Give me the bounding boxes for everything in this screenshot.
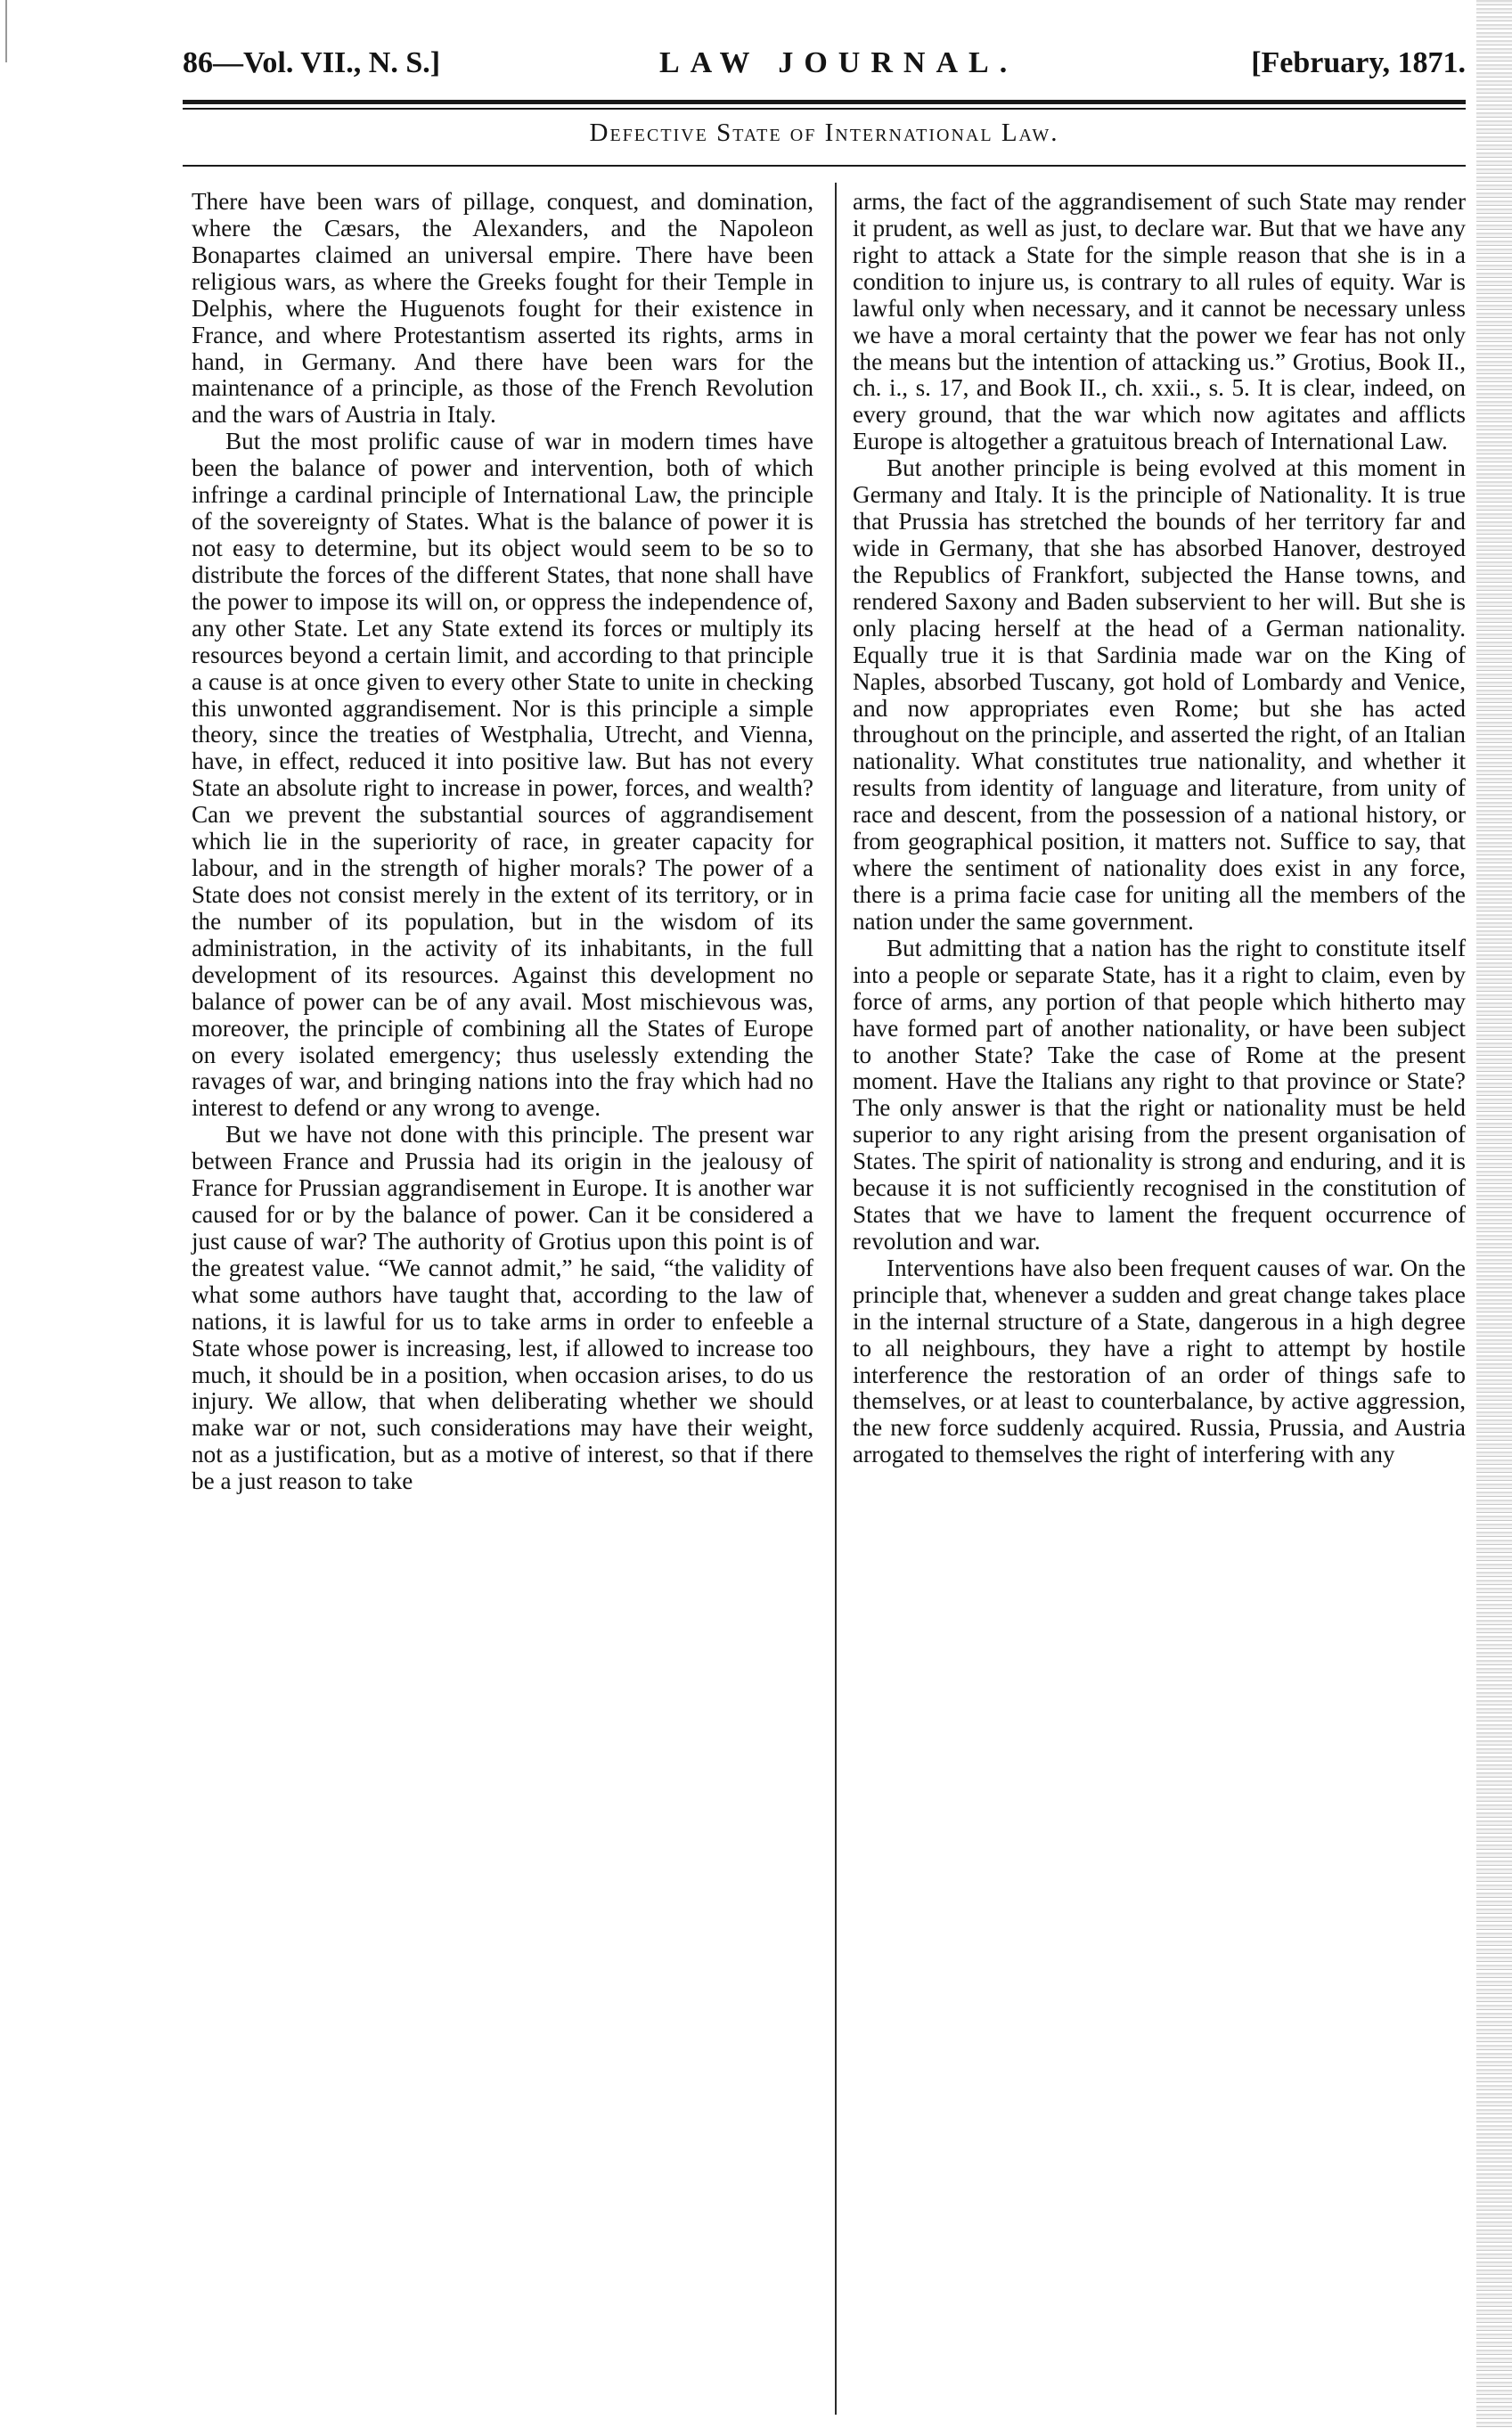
section-rule xyxy=(183,165,1466,167)
binding-edge xyxy=(1476,0,1512,2428)
paragraph: Interventions have also been frequent causes of war. On the principle that, whenever a sudden and great change takes place in the internal structure of a State, dangerous in a high degree to all neighbours, they have a right to attempt by hostile interference the restoration of an order of things safe to themselves, or at least to counterbalance, by active aggression, the new force suddenly acquired. Russia, Prussia, and Austria arrogated to themselves the right of interfering with any xyxy=(853,1254,1466,1468)
header-rule-thin xyxy=(183,108,1466,110)
header-rule-thick xyxy=(183,100,1466,104)
paragraph: But the most prolific cause of war in modern times have been the balance of power and intervention, both of which infringe a cardinal principle of International Law, the principle of the sovereignty of States. What is the balance of power it is not easy to determine, but its object would seem to be so to distribute the forces of the different States, that none shall have the power to impose its will on, or oppress the independence of, any other State. Let any State extend its forces or multiply its resources beyond a certain limit, and according to that principle a cause is at once given to every other State to unite in checking this unwonted aggrandisement. Nor is this principle a simple theory, since the treaties of Westphalia, Utrecht, and Vienna, have, in effect, reduced it into positive law. But has not every State an absolute right to increase in power, forces, and wealth? Can we prevent the substantial sources of aggrandisement which lie in the superiority of race, in greater capacity for labour, and in the strength of higher morals? The power of a State does not consist merely in the extent of its territory, or in the number of its population, but in the wisdom of its administration, in the activity of its inhabitants, in the full development of its resources. Against this development no balance of power can be of any avail. Most mischievous was, moreover, the principle of combining all the States of Europe on every isolated emergency; thus uselessly extending the ravages of war, and bringing nations into the fray which had no interest to defend or any wrong to avenge. xyxy=(192,428,813,1122)
issue-date: [February, 1871. xyxy=(1251,46,1466,79)
paragraph: There have been wars of pillage, conquest, and domination, where the Cæsars, the Alexanders, and the Napoleon Bonapartes claimed an universal empire. There have been religious wars, as where the Greeks fought for their Temple in Delphis, where the Huguenots fought for their existence in France, and where Protestantism asserted its rights, arms in hand, in Germany. And there have been wars for the maintenance of a principle, as those of the French Revolution and the wars of Austria in Italy. xyxy=(192,188,813,429)
paragraph: But admitting that a nation has the right to constitute itself into a people or separate State, has it a right to claim, even by force of arms, any portion of that people which hitherto may have formed part of another nationality, or have been subject to another State? Take the case of Rome at the present moment. Have the Italians any right to that province or State? The only answer is that the right or nationality must be held superior to any right arising from the present organisation of States. The spirit of nationality is strong and enduring, and it is because it is not sufficiently recognised in the constitution of States that we have to lament the frequent occurrence of revolution and war. xyxy=(853,934,1466,1255)
margin-mark xyxy=(5,0,7,62)
running-head xyxy=(183,46,1466,89)
left-column xyxy=(192,189,813,1495)
paragraph: But another principle is being evolved at this moment in Germany and Italy. It is the principle of Nationality. It is true that Prussia has stretched the bounds of her territory far and wide in Germany, that she has absorbed Hanover, destroyed the Republics of Frankfort, subjected the Hanse towns, and rendered Saxony and Baden subservient to her will. But she is only placing herself at the head of a German nationality. Equally true it is that Sardinia made war on the King of Naples, absorbed Tuscany, got hold of Lombardy and Venice, and now appropriates even Rome; but she has acted throughout on the principle, and asserted the right, of an Italian nationality. What constitutes true nationality, and whether it results from identity of language and literature, from unity of race and descent, from the possession of a national history, or from geographical position, it matters not. Suffice to say, that where the sentiment of nationality does exist in any force, there is a prima facie case for uniting all the members of the nation under the same government. xyxy=(853,454,1466,935)
right-column xyxy=(853,189,1466,1468)
journal-title: LAW JOURNAL. xyxy=(659,46,1018,79)
column-divider xyxy=(835,183,837,2415)
paragraph: arms, the fact of the aggrandisement of such State may render it prudent, as well as just, to declare war. But that we have any right to attack a State for the simple reason that she is in a condition to injure us, is contrary to all rules of equity. War is lawful only when necessary, and it cannot be necessary unless we have a moral certainty that the power we fear has not only the means but the intention of attacking us.” Grotius, Book II., ch. i., s. 17, and Book II., ch. xxii., s. 5. It is clear, indeed, on every ground, that the war which now agitates and afflicts Europe is altogether a gratuitous breach of International Law. xyxy=(853,188,1466,455)
paragraph: But we have not done with this principle. The present war between France and Prussia had its origin in the jealousy of France for Prussian aggrandisement in Europe. It is another war caused for or by the balance of power. Can it be considered a just cause of war? The authority of Grotius upon this point is of the greatest value. “We cannot admit,” he said, “the validity of what some authors have taught that, according to the law of nations, it is lawful for us to take arms in order to enfeeble a State whose power is increasing, lest, if allowed to increase too much, it should be in a position, when occasion arises, to do us injury. We allow, that when deliberating whether we should make war or not, such considerations may have their weight, not as a justification, but as a motive of interest, so that if there be a just reason to take xyxy=(192,1121,813,1495)
section-title: Defective State of International Law. xyxy=(589,119,1059,147)
page-reference: 86—Vol. VII., N. S.] xyxy=(183,46,441,79)
